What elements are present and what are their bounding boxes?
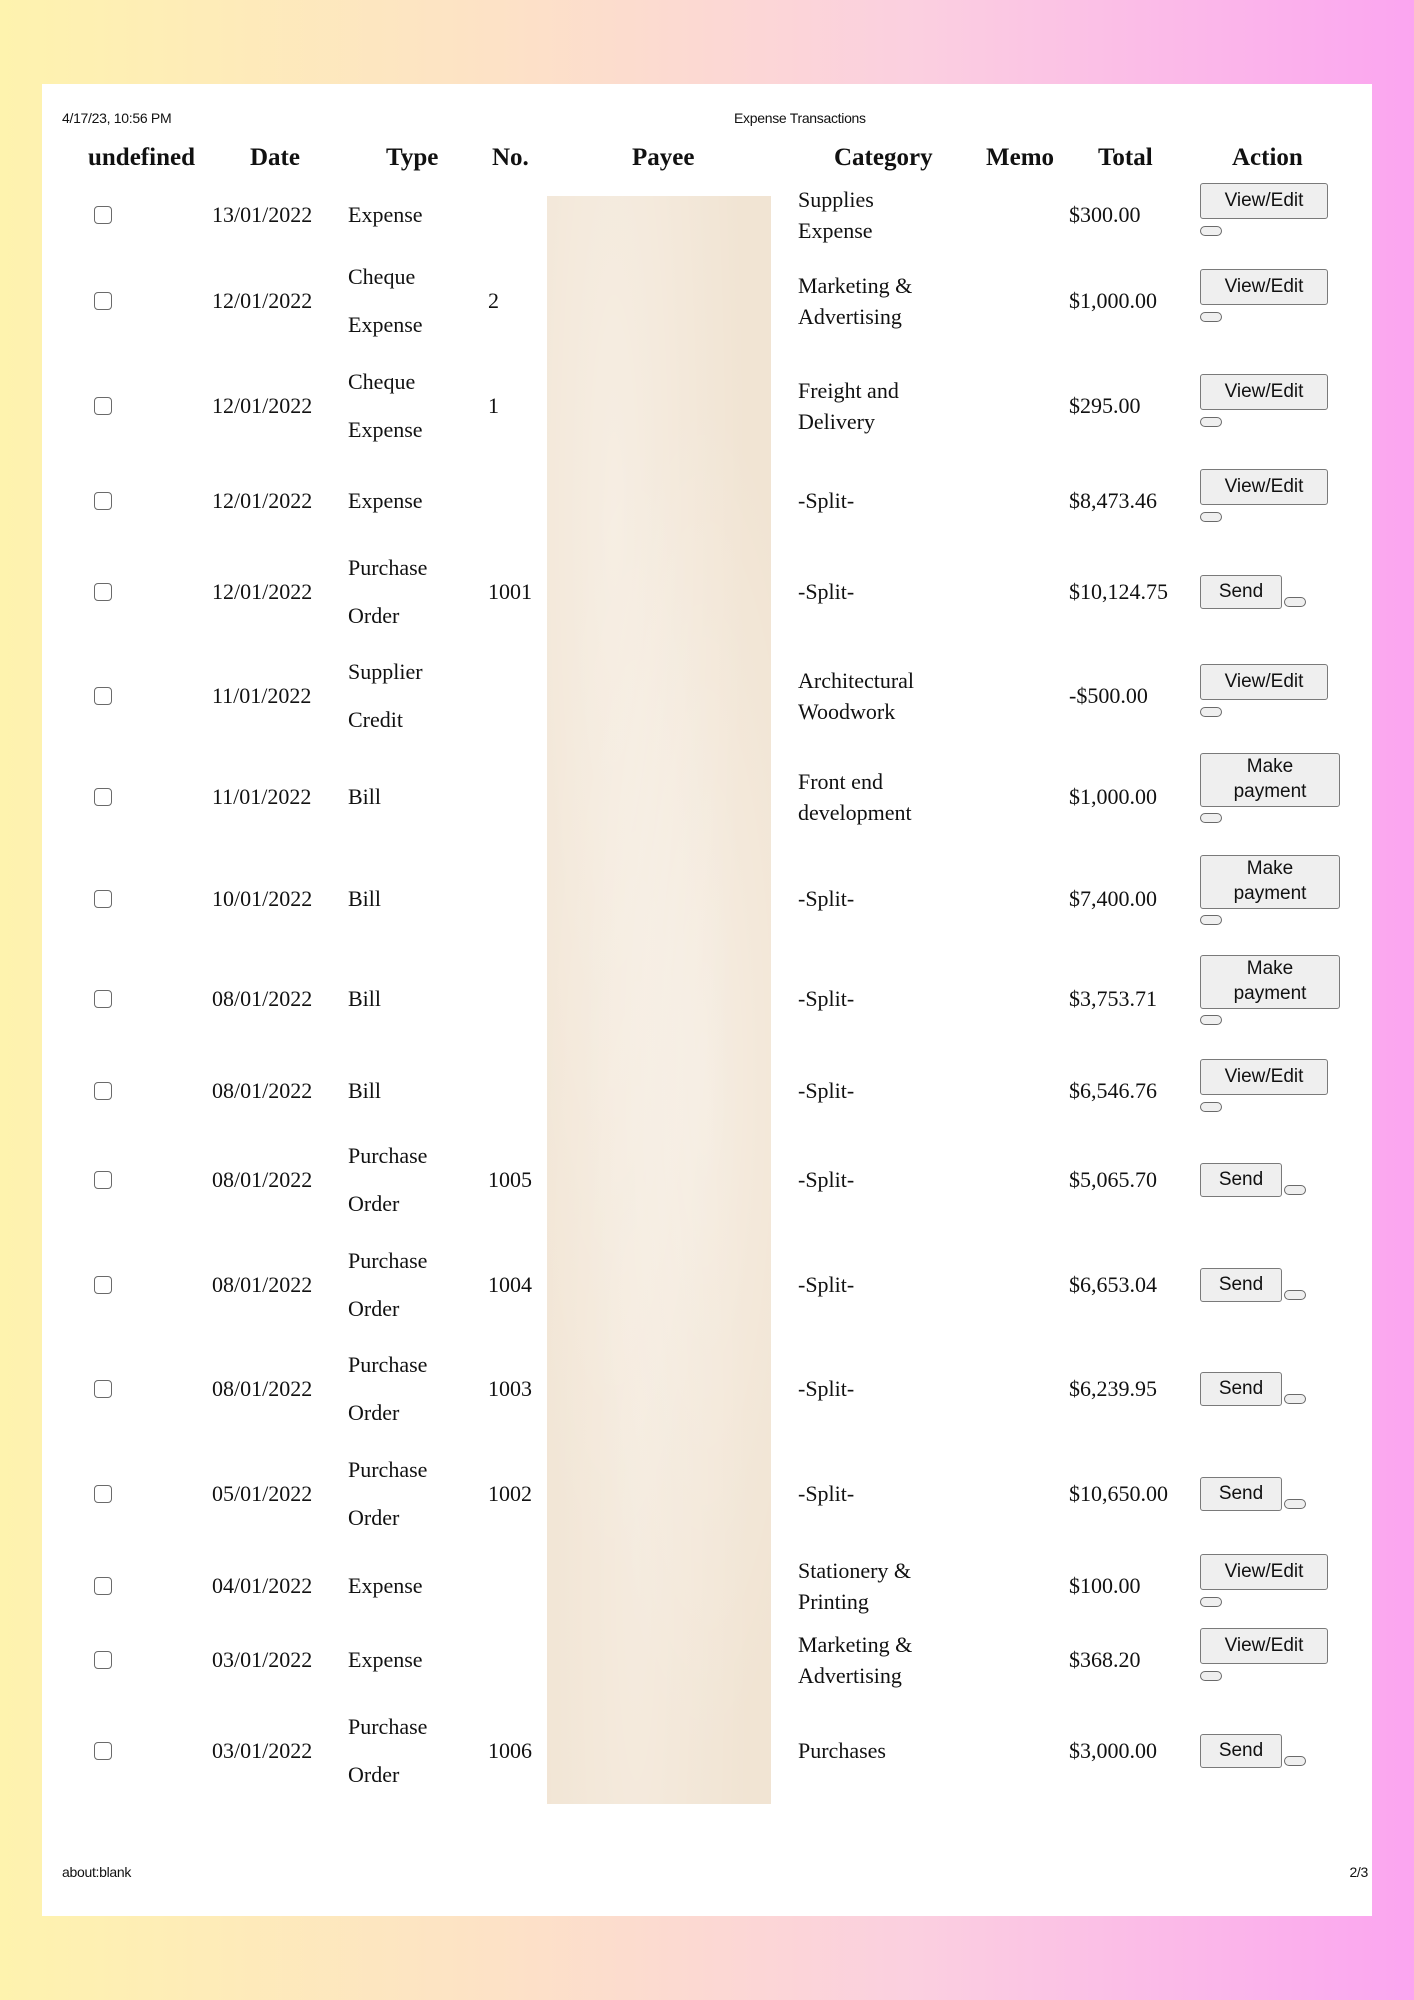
row-more-actions-toggle[interactable] [1284,1756,1306,1766]
row-more-actions-toggle[interactable] [1284,1394,1306,1404]
make-payment-button[interactable] [1200,753,1340,807]
row-category-line: Freight and [798,378,899,403]
row-number: 2 [488,288,499,313]
row-type-line: Order [348,1400,400,1425]
row-total: $6,653.04 [1069,1272,1157,1297]
row-type-line: Bill [348,986,382,1011]
row-date: 12/01/2022 [212,488,313,513]
row-date: 08/01/2022 [212,1272,313,1297]
row-type-line: Credit [348,707,403,732]
row-select-checkbox[interactable] [94,397,112,415]
send-button[interactable]: Send [1200,1477,1282,1511]
row-category-line: Marketing & [798,1632,913,1657]
row-date: 08/01/2022 [212,1078,313,1103]
row-category [798,766,912,828]
row-more-actions-toggle[interactable] [1200,1102,1222,1112]
row-type [348,253,423,349]
row-category [798,1077,854,1105]
row-type-line: Expense [348,1647,423,1672]
row-category-line: Printing [798,1589,869,1614]
row-select-checkbox[interactable] [94,292,112,310]
view-edit-button[interactable]: View/Edit [1200,469,1328,505]
row-category-line: Marketing & [798,273,913,298]
row-type [348,1237,427,1333]
row-category [798,665,914,727]
row-select-checkbox[interactable] [94,1171,112,1189]
make-payment-button[interactable] [1200,855,1340,909]
row-type-line: Cheque [348,369,416,394]
make-payment-label: Make [1246,858,1294,879]
print-datetime: 4/17/23, 10:56 PM [62,110,172,126]
row-category-line: Expense [798,218,873,243]
column-header-select: undefined [88,144,195,171]
row-type [348,885,381,913]
row-number: 1005 [488,1167,532,1192]
row-type-line: Order [348,1296,400,1321]
row-type [348,544,427,640]
row-type-line: Bill [348,886,382,911]
row-total: $5,065.70 [1069,1167,1157,1192]
row-date: 04/01/2022 [212,1573,313,1598]
row-select-checkbox[interactable] [94,583,112,601]
send-button[interactable]: Send [1200,1734,1282,1768]
view-edit-button[interactable]: View/Edit [1200,664,1328,700]
row-total: $3,753.71 [1069,986,1157,1011]
row-more-actions-toggle[interactable] [1200,1597,1222,1607]
row-total: $6,546.76 [1069,1078,1157,1103]
row-category [798,270,912,332]
row-type-line: Supplier [348,659,423,684]
row-number: 1006 [488,1738,532,1763]
print-page-number: 2/3 [1349,1864,1368,1880]
row-type-line: Order [348,1762,400,1787]
column-header-no: No. [492,144,529,171]
row-type-line: Bill [348,1078,382,1103]
row-category-line: Front end [798,769,883,794]
row-number: 1 [488,393,499,418]
row-more-actions-toggle[interactable] [1200,1671,1222,1681]
row-type-line: Expense [348,312,423,337]
row-more-actions-toggle[interactable] [1200,813,1222,823]
row-date: 08/01/2022 [212,986,313,1011]
row-more-actions-toggle[interactable] [1200,512,1222,522]
row-date: 11/01/2022 [212,784,312,809]
column-header-total: Total [1098,144,1153,171]
row-category-line: Stationery & [798,1558,912,1583]
row-date: 12/01/2022 [212,393,313,418]
row-type [348,1077,381,1105]
row-category [798,578,854,606]
row-date: 10/01/2022 [212,886,313,911]
row-category-line: Advertising [798,1663,902,1688]
column-header-payee: Payee [632,144,695,171]
row-total: $295.00 [1069,393,1141,418]
row-category-line: -Split- [798,886,855,911]
row-select-checkbox[interactable] [94,990,112,1008]
row-type-line: Purchase [348,1352,428,1377]
row-select-checkbox[interactable] [94,1082,112,1100]
row-date: 03/01/2022 [212,1738,313,1763]
view-edit-button[interactable]: View/Edit [1200,1554,1328,1590]
row-total: $10,124.75 [1069,579,1168,604]
row-select-checkbox[interactable] [94,1742,112,1760]
row-type [348,783,381,811]
row-type [348,1703,427,1799]
row-type-line: Purchase [348,555,428,580]
row-more-actions-toggle[interactable] [1284,1499,1306,1509]
row-category [798,1271,854,1299]
row-type-line: Order [348,1505,400,1530]
row-date: 13/01/2022 [212,202,313,227]
row-type [348,1646,423,1674]
row-date: 05/01/2022 [212,1481,313,1506]
row-type [348,201,423,229]
row-more-actions-toggle[interactable] [1200,417,1222,427]
column-header-date: Date [250,144,300,171]
row-total: $368.20 [1069,1647,1141,1672]
row-category [798,375,899,437]
row-more-actions-toggle[interactable] [1200,312,1222,322]
row-type [348,487,423,515]
row-category-line: Advertising [798,304,902,329]
row-type-line: Bill [348,784,382,809]
row-type-line: Purchase [348,1248,428,1273]
print-title: Expense Transactions [734,110,866,126]
row-type [348,1132,427,1228]
row-more-actions-toggle[interactable] [1200,226,1222,236]
row-category [798,1166,854,1194]
row-total: $1,000.00 [1069,784,1157,809]
row-category-line: -Split- [798,1078,855,1103]
row-category [798,885,854,913]
row-more-actions-toggle[interactable] [1284,1290,1306,1300]
make-payment-label: payment [1233,883,1307,904]
row-category [798,1375,854,1403]
row-select-checkbox[interactable] [94,1380,112,1398]
row-type [348,1572,423,1600]
send-button[interactable]: Send [1200,575,1282,609]
row-select-checkbox[interactable] [94,1276,112,1294]
row-date: 03/01/2022 [212,1647,313,1672]
make-payment-label: Make [1246,958,1294,979]
row-type-line: Cheque [348,264,416,289]
row-type-line: Expense [348,417,423,442]
row-date: 12/01/2022 [212,579,313,604]
row-category-line: Woodwork [798,699,896,724]
row-more-actions-toggle[interactable] [1200,1015,1222,1025]
column-header-type: Type [386,144,439,171]
send-button[interactable]: Send [1200,1268,1282,1302]
row-total: -$500.00 [1069,683,1148,708]
row-date: 08/01/2022 [212,1376,313,1401]
row-category-line: -Split- [798,1272,855,1297]
row-total: $8,473.46 [1069,488,1157,513]
row-type-line: Purchase [348,1714,428,1739]
row-number: 1004 [488,1272,532,1297]
row-total: $6,239.95 [1069,1376,1157,1401]
row-total: $100.00 [1069,1573,1141,1598]
row-category [798,184,874,246]
view-edit-button[interactable]: View/Edit [1200,374,1328,410]
row-type-line: Purchase [348,1143,428,1168]
view-edit-button[interactable]: View/Edit [1200,1059,1328,1095]
row-category [798,985,854,1013]
row-type-line: Expense [348,488,423,513]
row-type-line: Expense [348,1573,423,1598]
row-category-line: Supplies [798,187,874,212]
row-more-actions-toggle[interactable] [1284,1185,1306,1195]
row-date: 08/01/2022 [212,1167,313,1192]
row-category-line: -Split- [798,488,855,513]
row-type [348,1341,427,1437]
row-number: 1003 [488,1376,532,1401]
row-type-line: Expense [348,202,423,227]
make-payment-label: Make [1246,756,1294,777]
print-url: about:blank [62,1864,132,1880]
row-category-line: -Split- [798,579,855,604]
row-select-checkbox[interactable] [94,206,112,224]
row-type-line: Order [348,603,400,628]
row-category-line: -Split- [798,986,855,1011]
view-edit-button[interactable]: View/Edit [1200,183,1328,219]
row-select-checkbox[interactable] [94,1577,112,1595]
row-select-checkbox[interactable] [94,1485,112,1503]
view-edit-button[interactable]: View/Edit [1200,269,1328,305]
row-total: $1,000.00 [1069,288,1157,313]
row-category-line: Purchases [798,1738,886,1763]
row-select-checkbox[interactable] [94,890,112,908]
row-category [798,1737,886,1765]
row-total: $300.00 [1069,202,1141,227]
row-category-line: -Split- [798,1167,855,1192]
row-type [348,648,423,744]
row-more-actions-toggle[interactable] [1200,707,1222,717]
print-page [42,84,1372,1916]
row-select-checkbox[interactable] [94,492,112,510]
row-category [798,1555,911,1617]
row-category-line: -Split- [798,1481,855,1506]
row-type [348,1446,427,1542]
row-category [798,1480,854,1508]
row-select-checkbox[interactable] [94,788,112,806]
row-select-checkbox[interactable] [94,687,112,705]
row-category-line: -Split- [798,1376,855,1401]
row-number: 1001 [488,579,532,604]
row-total: $10,650.00 [1069,1481,1168,1506]
row-category [798,1629,912,1691]
row-number: 1002 [488,1481,532,1506]
row-type [348,985,381,1013]
send-button[interactable]: Send [1200,1163,1282,1197]
row-category-line: Architectural [798,668,915,693]
row-date: 11/01/2022 [212,683,312,708]
make-payment-label: payment [1233,983,1307,1004]
send-button[interactable]: Send [1200,1372,1282,1406]
row-type-line: Purchase [348,1457,428,1482]
row-category-line: Delivery [798,409,875,434]
row-more-actions-toggle[interactable] [1284,597,1306,607]
row-date: 12/01/2022 [212,288,313,313]
row-more-actions-toggle[interactable] [1200,915,1222,925]
column-header-memo: Memo [986,144,1055,171]
payee-redaction [547,196,771,1804]
view-edit-button[interactable]: View/Edit [1200,1628,1328,1664]
make-payment-label: payment [1233,781,1307,802]
row-total: $7,400.00 [1069,886,1157,911]
row-category [798,487,854,515]
make-payment-button[interactable] [1200,955,1340,1009]
row-type [348,358,423,454]
row-category-line: development [798,800,912,825]
column-header-category: Category [834,144,933,171]
row-select-checkbox[interactable] [94,1651,112,1669]
row-type-line: Order [348,1191,400,1216]
column-header-action: Action [1232,144,1303,171]
row-total: $3,000.00 [1069,1738,1157,1763]
